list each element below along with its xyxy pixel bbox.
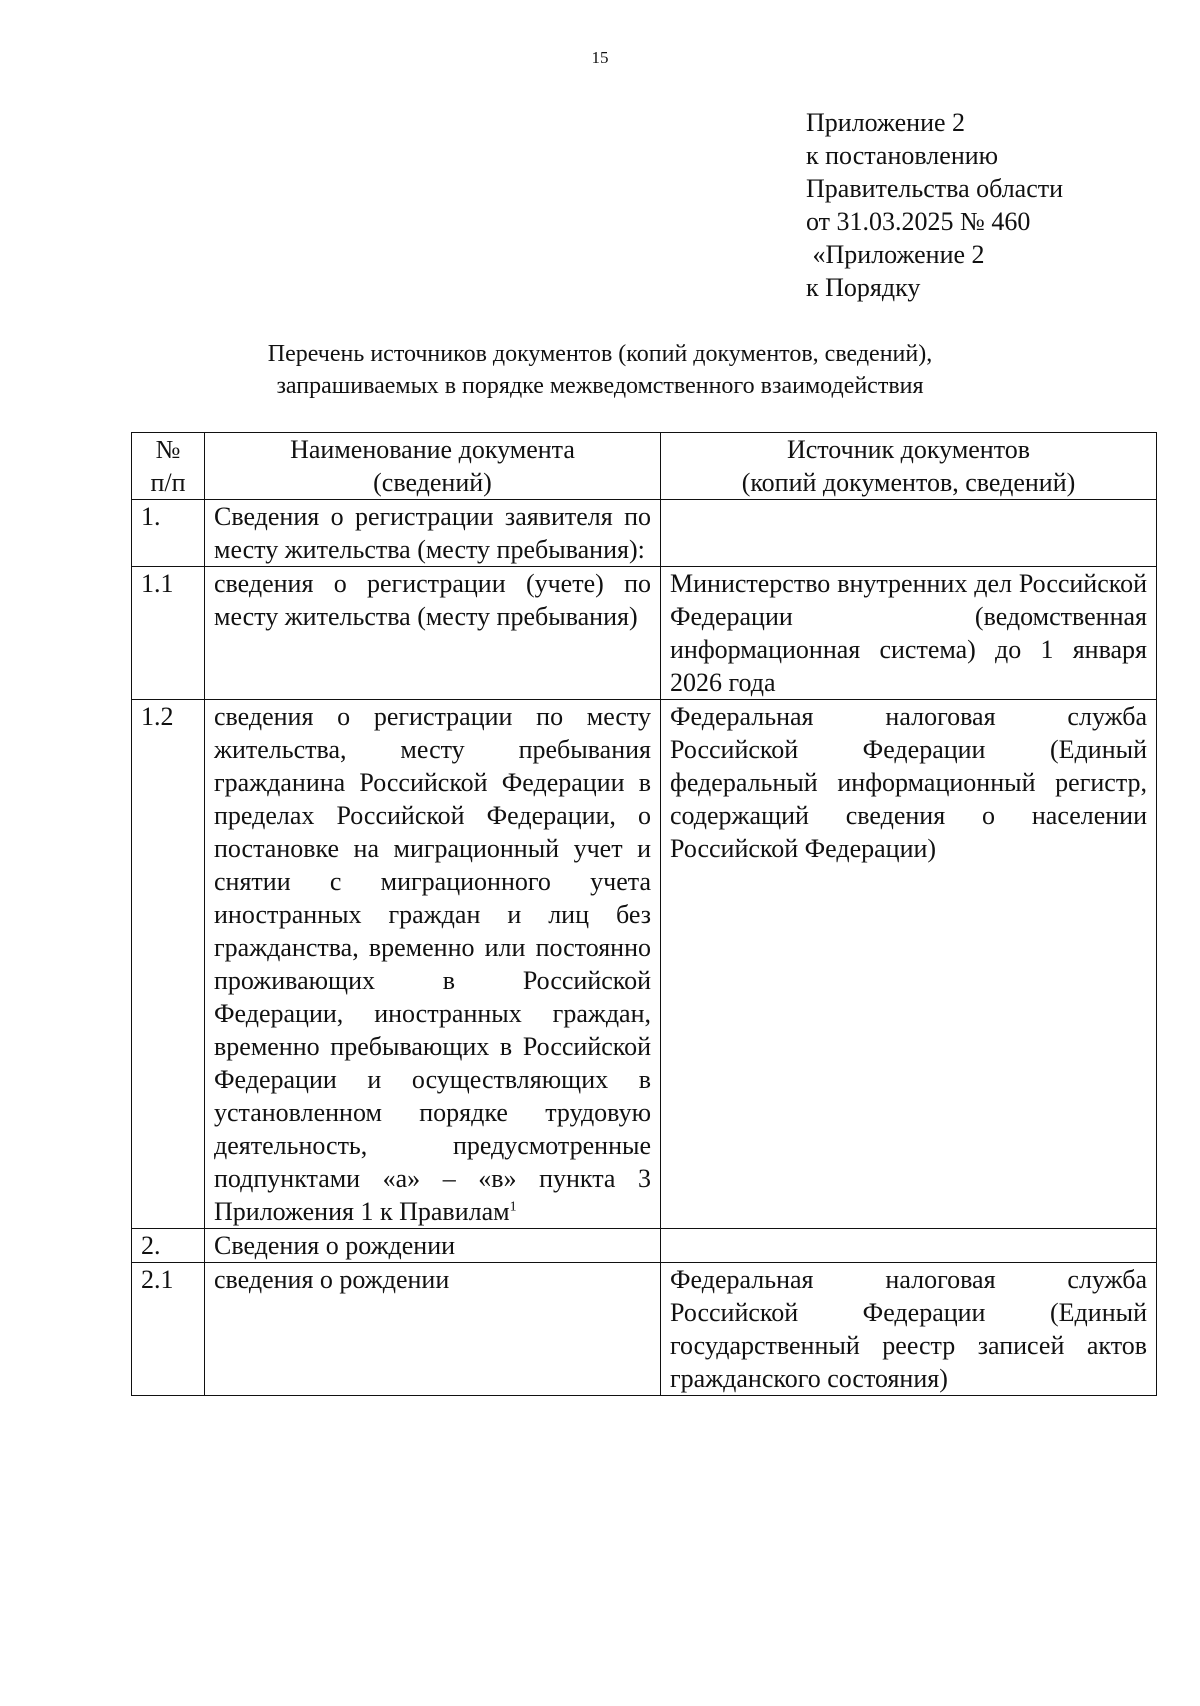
- appendix-line: от 31.03.2025 № 460: [806, 207, 1031, 236]
- table-header-row: [132, 433, 1157, 500]
- page-number: 15: [591, 48, 609, 67]
- row-source: [661, 500, 1157, 567]
- header-num-line: №: [155, 435, 181, 464]
- table-row: [132, 700, 1157, 1229]
- row-name: [205, 700, 661, 1229]
- document-title-line: запрашиваемых в порядке межведомственного взаимодействия: [276, 373, 924, 399]
- table-row: [132, 1229, 1157, 1263]
- row-name: Сведения о рождении: [205, 1229, 661, 1263]
- row-num: 1.1: [132, 567, 205, 700]
- header-source-line: (копий документов, сведений): [741, 468, 1076, 497]
- appendix-block: [806, 106, 1063, 304]
- row-source: [661, 1229, 1157, 1263]
- row-source: Федеральная налоговая служба Российской Федерации (Единый государственный реестр записей актов гражданского состояния): [661, 1263, 1157, 1396]
- header-num-line: п/п: [150, 468, 186, 497]
- appendix-line: Приложение 2: [806, 108, 966, 137]
- row-num: 2.1: [132, 1263, 205, 1396]
- row-source: Федеральная налоговая служба Российской Федерации (Единый федеральный информационный регистр, содержащий сведения о населении Российской Федерации): [661, 700, 1157, 1229]
- row-num: 1.: [132, 500, 205, 567]
- sources-table: [131, 432, 1157, 1396]
- row-name: сведения о регистрации (учете) по месту жительства (месту пребывания): [205, 567, 661, 700]
- row-name: Сведения о регистрации заявителя по месту жительства (месту пребывания):: [205, 500, 661, 567]
- appendix-line: к постановлению: [806, 141, 999, 170]
- footnote-marker: 1: [509, 1199, 517, 1215]
- row-num: 1.2: [132, 700, 205, 1229]
- table-row: [132, 1263, 1157, 1396]
- appendix-line: «Приложение 2: [806, 240, 985, 269]
- appendix-line: к Порядку: [806, 273, 921, 302]
- row-num: 2.: [132, 1229, 205, 1263]
- row-name-text: сведения о регистрации по месту жительства, месту пребывания гражданина Российской Федерации в пределах Российской Федерации, о постановке на миграционный учет и снятии с миграционного учета иностранных граждан и лиц без гражданства, временно или постоянно проживающих в Российской Федерации, иностранных граждан, временно пребывающих в Российской Федерации и осуществляющих в установленном порядке трудовую деятельность, предусмотренные подпунктами «а» – «в» пункта 3 Приложения 1 к Правилам: [214, 702, 651, 1226]
- header-name-line: Наименование документа: [290, 435, 575, 464]
- header-name-line: (сведений): [373, 468, 492, 497]
- row-name: сведения о рождении: [205, 1263, 661, 1396]
- header-source: [661, 433, 1157, 500]
- document-title: [150, 338, 1050, 402]
- table-row: [132, 567, 1157, 700]
- header-num: [132, 433, 205, 500]
- appendix-line: Правительства области: [806, 174, 1064, 203]
- header-source-line: Источник документов: [786, 435, 1031, 464]
- table-row: [132, 500, 1157, 567]
- row-source: Министерство внутренних дел Российской Федерации (ведомственная информационная система) до 1 января 2026 года: [661, 567, 1157, 700]
- header-name: [205, 433, 661, 500]
- document-title-line: Перечень источников документов (копий документов, сведений),: [267, 341, 933, 367]
